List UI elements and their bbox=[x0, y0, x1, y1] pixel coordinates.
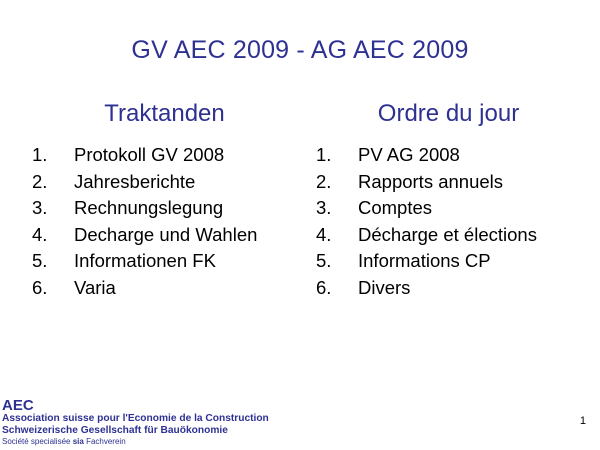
list-item bbox=[32, 248, 302, 275]
list-item bbox=[316, 169, 586, 196]
page-number: 1 bbox=[579, 415, 586, 427]
item-number: 1. bbox=[32, 144, 48, 165]
logo-mark: AEC bbox=[2, 397, 34, 414]
item-text: Comptes bbox=[358, 197, 433, 218]
item-text: Rechnungslegung bbox=[74, 197, 224, 218]
item-text: Protokoll GV 2008 bbox=[74, 144, 225, 165]
item-number: 2. bbox=[316, 170, 332, 192]
sia-mark: sia bbox=[72, 437, 84, 446]
item-number: 6. bbox=[32, 276, 48, 298]
logo-line-sia bbox=[2, 437, 282, 447]
item-text: Informations CP bbox=[358, 250, 491, 271]
list-item bbox=[32, 222, 302, 249]
item-number: 2. bbox=[32, 170, 48, 192]
list-item bbox=[32, 142, 302, 169]
item-text: Décharge et élections bbox=[358, 223, 537, 245]
item-text: Divers bbox=[358, 276, 411, 298]
item-text: Decharge und Wahlen bbox=[74, 223, 258, 245]
item-text: PV AG 2008 bbox=[358, 144, 460, 165]
item-text: Rapports annuels bbox=[358, 170, 504, 192]
aec-logo bbox=[2, 398, 282, 447]
item-number: 4. bbox=[32, 223, 48, 245]
list-item bbox=[316, 195, 586, 222]
item-number: 5. bbox=[32, 250, 48, 271]
item-number: 5. bbox=[316, 250, 332, 271]
item-number: 4. bbox=[316, 223, 332, 245]
slide-title: GV AEC 2009 - AG AEC 2009 bbox=[131, 36, 469, 64]
list-item bbox=[316, 222, 586, 249]
item-number: 6. bbox=[316, 276, 332, 298]
item-number: 3. bbox=[316, 197, 332, 218]
list-item bbox=[316, 275, 586, 302]
item-number: 1. bbox=[316, 144, 332, 165]
logo-line-french: Association suisse pour l'Economie de la Construction bbox=[2, 413, 269, 424]
sia-prefix: Société specialisée bbox=[2, 437, 73, 446]
list-item bbox=[32, 275, 302, 302]
item-text: Jahresberichte bbox=[74, 170, 196, 192]
list-item bbox=[316, 248, 586, 275]
column-heading: Traktanden bbox=[104, 100, 225, 127]
item-number: 3. bbox=[32, 197, 48, 218]
list-item bbox=[316, 142, 586, 169]
column-heading: Ordre du jour bbox=[377, 100, 520, 127]
sia-suffix: Fachverein bbox=[83, 437, 126, 446]
item-text: Varia bbox=[74, 276, 116, 298]
list-item bbox=[32, 195, 302, 222]
list-item bbox=[32, 169, 302, 196]
item-text: Informationen FK bbox=[74, 250, 216, 271]
agenda-column-german bbox=[32, 100, 302, 301]
logo-line-german: Schweizerische Gesellschaft für Bauökonomie bbox=[2, 425, 228, 436]
agenda-list bbox=[316, 142, 586, 301]
agenda-list bbox=[32, 142, 302, 301]
agenda-column-french bbox=[316, 100, 586, 301]
